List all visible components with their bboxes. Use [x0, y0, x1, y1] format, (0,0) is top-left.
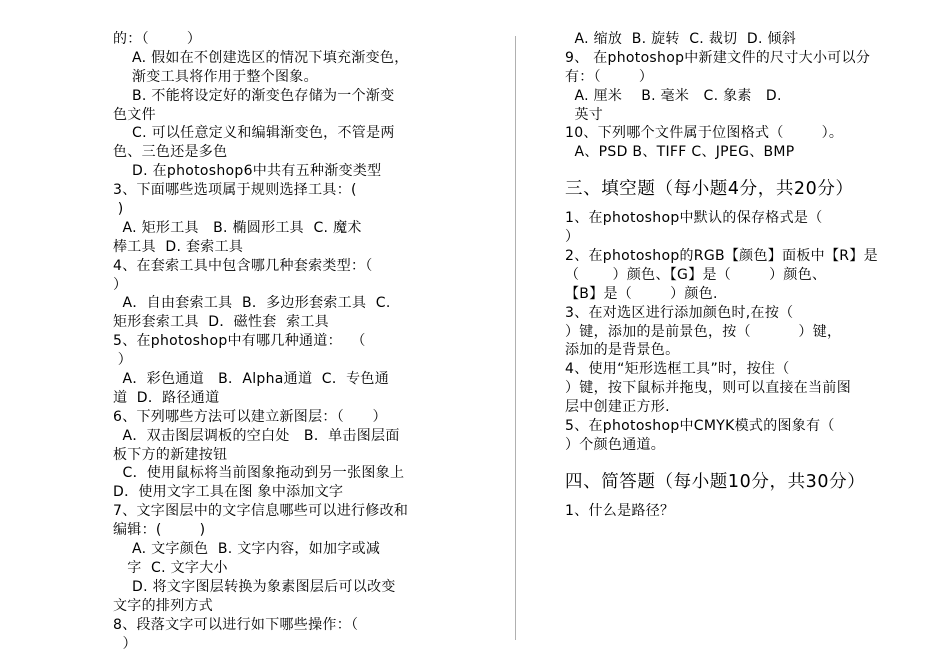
text-line: 8、段落文字可以进行如下哪些操作：（: [113, 616, 359, 633]
section-4-heading: 四、简答题（每小题10分，共30分）: [565, 471, 866, 492]
text-line: （ ）颜色、【G】是（ ）颜色、: [565, 266, 827, 283]
text-line: A. 厘米 B. 毫米 C. 象素 D.: [565, 87, 782, 104]
text-line: A．双击图层调板的空白处 B．单击图层面: [113, 427, 400, 444]
short-answer-questions: [565, 502, 925, 521]
text-line: 1、什么是路径？: [565, 502, 675, 519]
text-line: 9、 在photoshop中新建文件的尺寸大小可以分: [565, 49, 871, 66]
text-line: ): [113, 201, 124, 218]
text-line: ）个颜色通道。: [565, 436, 666, 453]
text-line: 【B】是（ ）颜色.: [565, 285, 718, 302]
text-line: 5、在photoshop中有哪几种通道： （: [113, 333, 366, 350]
fill-in-questions: [565, 209, 925, 455]
text-line: 色、三色还是多色: [113, 144, 228, 161]
text-line: 7、文字图层中的文字信息哪些可以进行修改和: [113, 503, 409, 520]
text-line: 有：（ ）: [565, 68, 654, 85]
text-line: A．彩色通道 B．Alpha通道 C．专色通: [113, 371, 390, 388]
text-line: 文字的排列方式: [113, 597, 214, 614]
text-line: A. 矩形工具 B. 椭圆形工具 C. 魔术: [113, 219, 362, 236]
text-line: A. 文字颜色 B. 文字内容，如加字或减: [113, 541, 381, 558]
text-line: 4、在套索工具中包含哪几种套索类型：（: [113, 257, 373, 274]
text-line: 英寸: [565, 106, 604, 123]
text-line: A．自由套索工具 B．多边形套索工具 C.: [113, 295, 391, 312]
text-line: A. 假如在不创建选区的情况下填充渐变色，: [113, 49, 409, 66]
text-line: C．使用鼠标将当前图象拖动到另一张图象上: [113, 465, 405, 482]
text-line: ）: [113, 635, 137, 652]
text-line: 添加的是背景色。: [565, 342, 680, 359]
text-line: D. 将文字图层转换为象素图层后可以改变: [113, 578, 396, 595]
text-line: 3、在对选区进行添加颜色时,在按（: [565, 304, 794, 321]
text-line: 编辑：( ): [113, 522, 206, 539]
right-column: [565, 30, 925, 521]
column-divider: [515, 36, 516, 640]
text-line: 棒工具 D. 套索工具: [113, 238, 244, 255]
text-line: 道 D．路径通道: [113, 389, 220, 406]
text-line: 4、使用“矩形选框工具”时，按住（: [565, 361, 790, 378]
text-line: ）键，按下鼠标并拖曳，则可以直接在当前图: [565, 380, 851, 397]
text-line: ）: [113, 276, 128, 293]
text-line: 的：（ ）: [113, 31, 202, 47]
section-3-heading: 三、填空题（每小题4分，共20分）: [565, 179, 854, 200]
text-line: 字 C. 文字大小: [113, 559, 228, 576]
text-line: 板下方的新建按钮: [113, 446, 228, 463]
text-line: 渐变工具将作用于整个图象。: [113, 68, 318, 85]
text-line: D．使用文字工具在图 象中添加文字: [113, 484, 344, 501]
text-line: ）键，添加的是前景色，按（ ）键，: [565, 323, 842, 340]
text-line: 5、在photoshop中CMYK模式的图象有（: [565, 418, 835, 435]
text-line: D. 在photoshop6中共有五种渐变类型: [113, 163, 382, 180]
text-line: 1、在photoshop中默认的保存格式是（: [565, 210, 823, 227]
text-line: A、PSD B、TIFF C、JPEG、BMP: [565, 144, 795, 161]
left-column: [113, 30, 505, 653]
text-line: 10、下列哪个文件属于位图格式（ ）。: [565, 125, 844, 142]
text-line: ）: [565, 229, 580, 246]
text-line: 2、在photoshop的RGB【颜色】面板中【R】是: [565, 248, 878, 265]
text-line: 6、下列哪些方法可以建立新图层：（ ）: [113, 408, 387, 425]
text-line: C. 可以任意定义和编辑渐变色，不管是两: [113, 125, 395, 142]
text-line: ）: [113, 352, 133, 369]
text-line: 层中创建正方形.: [565, 399, 670, 416]
text-line: 矩形套索工具 D．磁性套 索工具: [113, 314, 329, 331]
text-line: 色文件: [113, 106, 156, 123]
text-line: 3、下面哪些选项属于规则选择工具：(: [113, 182, 357, 199]
text-line: A. 缩放 B. 旋转 C. 裁切 D. 倾斜: [565, 31, 797, 47]
text-line: B. 不能将设定好的渐变色存储为一个渐变: [113, 87, 395, 104]
questions-8-10: [565, 30, 925, 162]
